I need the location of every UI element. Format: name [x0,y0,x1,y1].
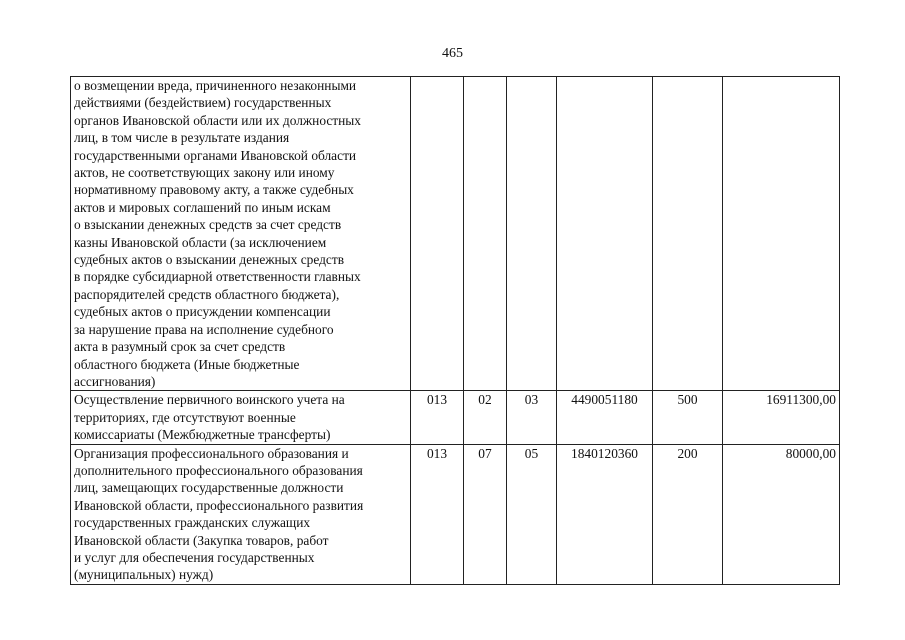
target-article-code: 1840120360 [557,444,653,584]
expense-kind-code: 500 [653,391,723,444]
section-code [464,77,507,391]
table-row [71,77,840,391]
target-article-code [557,77,653,391]
subsection-code [507,77,557,391]
section-code: 07 [464,444,507,584]
table-row [71,391,840,444]
expense-kind-code: 200 [653,444,723,584]
row-description: о возмещении вреда, причиненного незаконными действиями (бездействием) государственных органов Ивановской области или их должностных лиц, в том числе в результате издания государственными органами Ивановской области актов, не соответствующих закону или иному нормативному правовому акту, а также судебных актов и мировых соглашений по иным искам о взыскании денежных средств за счет средств казны Ивановской области (за исключением судебных актов о взыскании денежных средств в порядке субсидиарной ответственности главных распорядителей средств областного бюджета), судебных актов о присуждении компенсации за нарушение права на исполнение судебного акта в разумный срок за счет средств областного бюджета (Иные бюджетные ассигнования) [71,77,411,391]
budget-table [70,76,840,585]
page-number: 465 [442,46,463,61]
ministry-code: 013 [411,444,464,584]
target-article-code: 4490051180 [557,391,653,444]
row-description: Организация профессионального образования и дополнительного профессионального образования лиц, замещающих государственные должности Ивановской области, профессионального развития государственных гражданских служащих Ивановской области (Закупка товаров, работ и услуг для обеспечения государственных (муниципальных) нужд) [71,444,411,584]
amount-value: 80000,00 [723,444,840,584]
amount-value: 16911300,00 [723,391,840,444]
amount-value [723,77,840,391]
ministry-code: 013 [411,391,464,444]
subsection-code: 03 [507,391,557,444]
section-code: 02 [464,391,507,444]
ministry-code [411,77,464,391]
expense-kind-code [653,77,723,391]
subsection-code: 05 [507,444,557,584]
table-row [71,444,840,584]
row-description: Осуществление первичного воинского учета на территориях, где отсутствуют военные комиссариаты (Межбюджетные трансферты) [71,391,411,444]
